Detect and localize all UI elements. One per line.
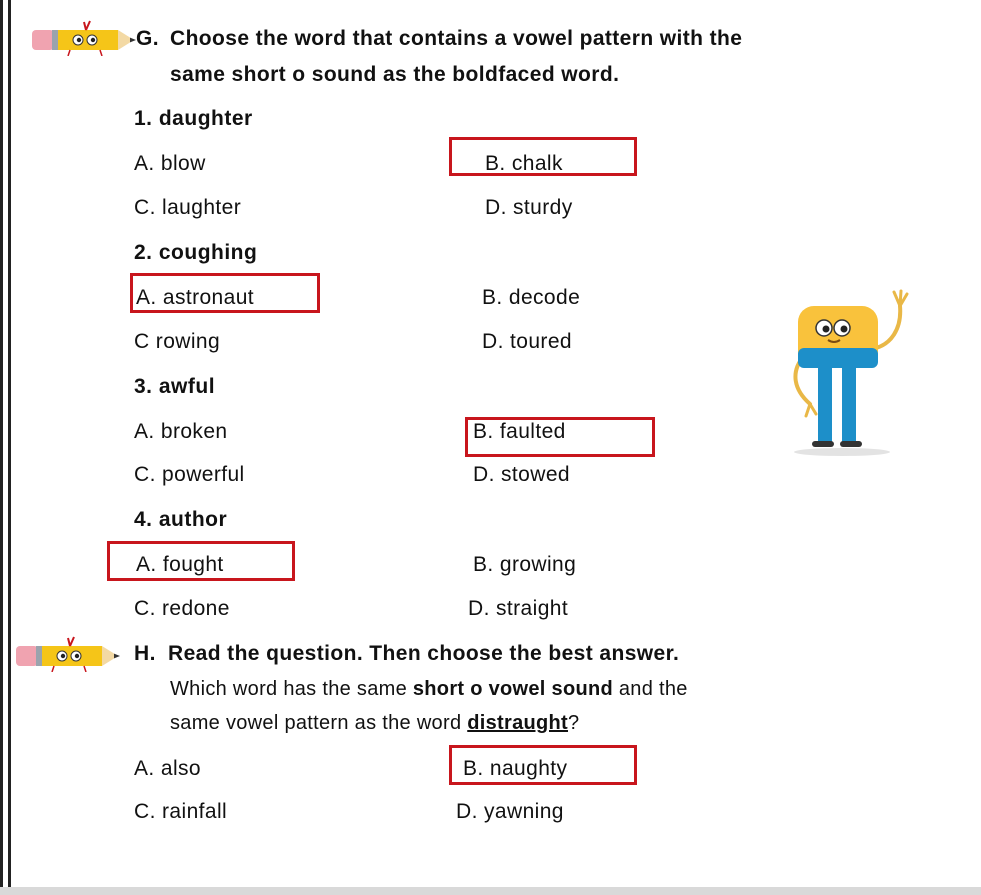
question-3-word: awful bbox=[158, 375, 216, 398]
q3-selection-box bbox=[465, 417, 655, 457]
q1-selection-box bbox=[449, 137, 637, 176]
q3-option-d[interactable]: D. stowed bbox=[473, 463, 570, 486]
question-2-word: coughing bbox=[158, 241, 258, 264]
pencil-mascot-icon bbox=[14, 632, 124, 672]
q4-option-c[interactable]: C. redone bbox=[134, 597, 230, 620]
q4-option-a[interactable]: A. fought bbox=[136, 553, 224, 576]
section-h-question-line3 bbox=[170, 710, 579, 736]
page-border-bottom bbox=[0, 887, 981, 895]
target-word: distraught bbox=[467, 712, 569, 734]
emphasis-text: short o vowel sound bbox=[412, 678, 614, 700]
h-selection-box bbox=[449, 745, 637, 785]
q2-option-c[interactable]: C rowing bbox=[134, 330, 221, 353]
pencil-mascot-icon bbox=[30, 16, 140, 56]
section-h-heading bbox=[134, 641, 679, 667]
q2-selection-box bbox=[130, 273, 320, 313]
question-3-heading bbox=[134, 374, 215, 400]
question-1-heading bbox=[134, 106, 253, 132]
section-g-letter: G. bbox=[136, 27, 159, 50]
question-text: same vowel pattern as the word bbox=[170, 712, 468, 734]
section-h-letter: H. bbox=[134, 642, 156, 665]
q1-option-a[interactable]: A. blow bbox=[134, 152, 206, 175]
question-1-word: daughter bbox=[158, 107, 253, 130]
q3-option-b[interactable]: B. faulted bbox=[473, 420, 566, 443]
h-option-d[interactable]: D. yawning bbox=[456, 800, 564, 823]
q4-option-d[interactable]: D. straight bbox=[468, 597, 569, 620]
question-4-number: 4. bbox=[134, 508, 153, 531]
section-h-line1: Read the question. Then choose the best answer. bbox=[168, 642, 680, 665]
q4-selection-box bbox=[107, 541, 295, 581]
q1-option-b[interactable]: B. chalk bbox=[485, 152, 563, 175]
h-option-b[interactable]: B. naughty bbox=[463, 757, 568, 780]
question-3-number: 3. bbox=[134, 375, 153, 398]
h-option-c[interactable]: C. rainfall bbox=[134, 800, 228, 823]
question-4-word: author bbox=[158, 508, 228, 531]
question-2-number: 2. bbox=[134, 241, 153, 264]
q4-option-b[interactable]: B. growing bbox=[473, 553, 577, 576]
question-2-heading bbox=[134, 240, 257, 266]
page-border-left bbox=[0, 0, 3, 895]
section-g-heading bbox=[136, 26, 742, 52]
question-text: Which word has the same bbox=[170, 678, 413, 700]
q2-option-d[interactable]: D. toured bbox=[482, 330, 572, 353]
question-1-number: 1. bbox=[134, 107, 153, 130]
q2-option-a[interactable]: A. astronaut bbox=[136, 286, 255, 309]
section-h-question-line2 bbox=[170, 676, 688, 702]
q3-option-c[interactable]: C. powerful bbox=[134, 463, 245, 486]
q1-option-d[interactable]: D. sturdy bbox=[485, 196, 573, 219]
eraser-mascot-icon bbox=[780, 286, 920, 461]
q3-option-a[interactable]: A. broken bbox=[134, 420, 228, 443]
q1-option-c[interactable]: C. laughter bbox=[134, 196, 242, 219]
h-option-a[interactable]: A. also bbox=[134, 757, 201, 780]
section-g-line2: same short o sound as the boldfaced word. bbox=[170, 63, 620, 86]
question-mark: ? bbox=[568, 712, 580, 734]
page-border-left-inner bbox=[8, 0, 11, 895]
question-text: and the bbox=[613, 678, 688, 700]
q2-option-b[interactable]: B. decode bbox=[482, 286, 581, 309]
question-4-heading bbox=[134, 507, 227, 533]
section-g-line1: Choose the word that contains a vowel pattern with the bbox=[170, 27, 743, 50]
